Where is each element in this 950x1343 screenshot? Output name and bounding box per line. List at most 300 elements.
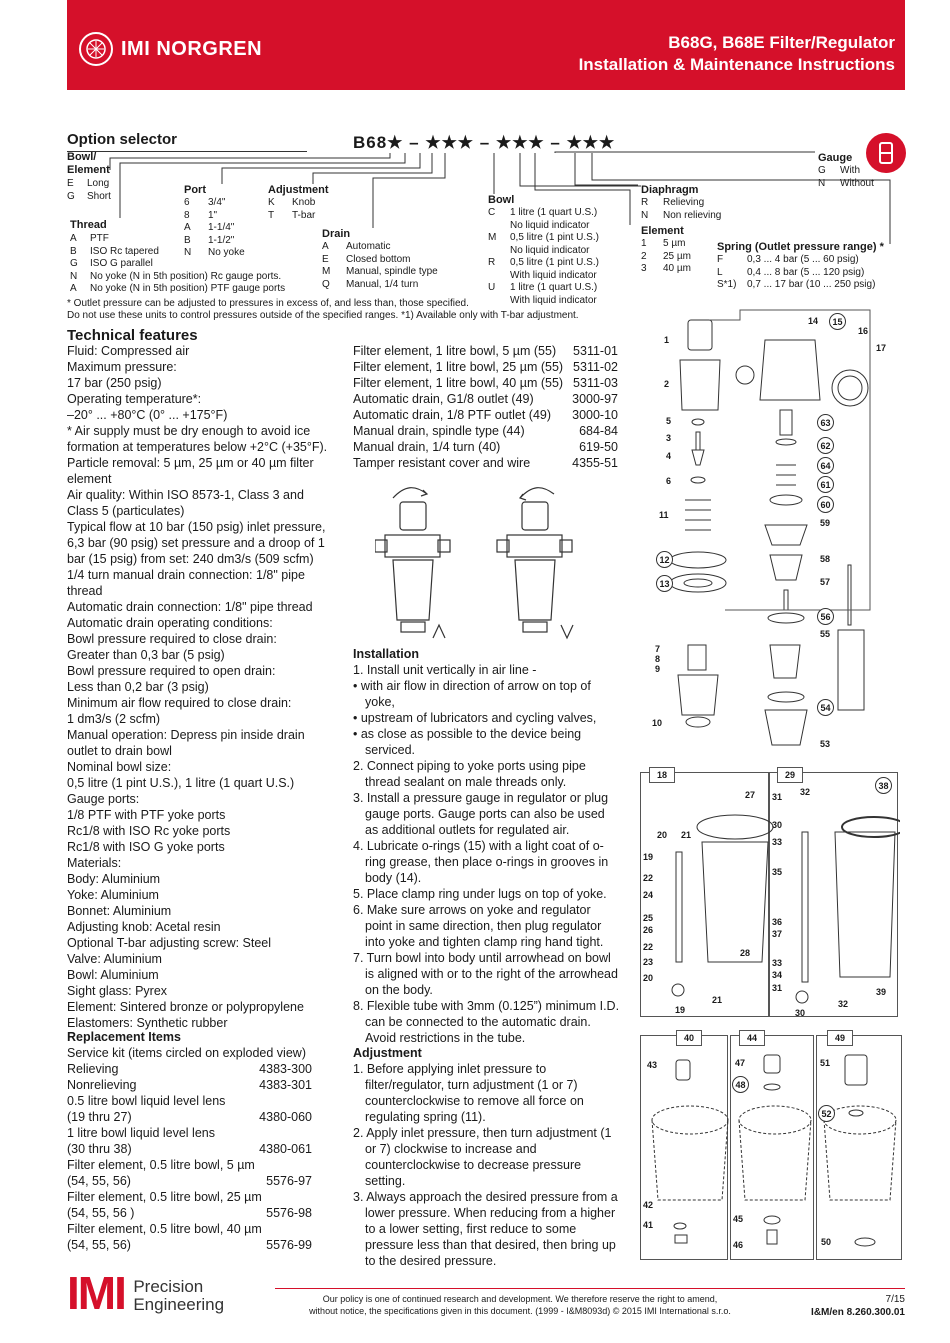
option-code: B <box>70 245 77 257</box>
item-code: 684-84 <box>579 424 618 438</box>
title-line-1: B68G, B68E Filter/Regulator <box>668 33 895 52</box>
option-label: With liquid indicator <box>510 294 597 306</box>
tech-line: Bowl pressure required to open drain: <box>67 664 276 678</box>
label-40: 40 <box>676 1030 702 1046</box>
option-label: With liquid indicator <box>510 269 597 281</box>
thread-heading: Thread <box>70 219 107 231</box>
callout-16: 16 <box>858 326 869 336</box>
filter-regulator-illustration <box>375 480 605 640</box>
tech-line: Valve: Aluminium <box>67 952 162 966</box>
label-19b: 19 <box>675 1005 686 1015</box>
option-code: E <box>67 178 74 189</box>
label-29: 29 <box>777 767 803 783</box>
option-label: No yoke <box>208 247 245 258</box>
option-label: No yoke (N in 5th position) Rc gauge ports. <box>90 270 282 282</box>
callout-3: 3 <box>666 433 672 443</box>
label-32b: 32 <box>838 999 849 1009</box>
selector-connector-lines <box>0 0 950 320</box>
item-name: Tamper resistant cover and wire <box>353 456 531 470</box>
brand-line-1: Precision <box>133 1277 204 1296</box>
policy-line-2: without notice, the specifications given in this document. (1999 - I&M8093d) © 2015 IMI International s.r.o. <box>309 1306 731 1316</box>
item-name: Relieving <box>67 1062 119 1076</box>
replacement-row <box>67 1061 312 1077</box>
element-heading: Element <box>641 225 684 237</box>
item-name: (30 thru 38) <box>67 1142 132 1156</box>
option-code: Q <box>322 278 330 290</box>
replacement-row <box>67 1157 312 1173</box>
tech-line: Air quality: Within ISO 8573-1, Class 3 and <box>67 488 304 502</box>
option-label: With <box>840 165 860 176</box>
label-50: 50 <box>821 1237 832 1247</box>
item-code: 4380-061 <box>259 1142 312 1156</box>
option-code: G <box>67 190 75 202</box>
option-code: N <box>70 270 78 282</box>
part-row <box>353 423 618 439</box>
callout-8: 8 <box>655 654 661 664</box>
replacement-row <box>67 1077 312 1093</box>
callout-54: 54 <box>817 699 834 716</box>
adjustment-heading: Adjustment <box>268 184 329 196</box>
label-22: 22 <box>643 873 654 883</box>
tech-line: Body: Aluminium <box>67 872 161 886</box>
callout-17: 17 <box>876 343 887 353</box>
callout-57: 57 <box>820 577 831 587</box>
label-22b: 22 <box>643 942 654 952</box>
callout-58: 58 <box>820 554 831 564</box>
footer-policy <box>270 1293 770 1317</box>
replacement-row <box>67 1173 312 1189</box>
callout-9: 9 <box>655 664 661 674</box>
tech-line: Bonnet: Aluminium <box>67 904 172 918</box>
callout-4: 4 <box>666 451 672 461</box>
option-label: Short <box>87 190 111 202</box>
tech-line: Maximum pressure: <box>67 360 177 374</box>
tech-line: Element: Sintered bronze or polypropylene <box>67 1000 304 1014</box>
callout-63: 63 <box>817 414 834 431</box>
item-name: Automatic drain, G1/8 outlet (49) <box>353 392 534 406</box>
step-item: 7. Turn bowl into body until arrowhead on bowl is aligned with or to the right of the arrowhead on the body. <box>353 951 618 997</box>
tech-line: element <box>67 472 112 486</box>
label-34: 34 <box>772 970 783 980</box>
bowl-heading: Bowl <box>488 194 515 206</box>
option-label: Knob <box>292 197 316 208</box>
option-code: K <box>268 197 275 208</box>
installation-title: Installation <box>353 647 419 661</box>
tech-line: Optional T-bar adjusting screw: Steel <box>67 936 272 950</box>
option-selector-title: Option selector <box>67 131 178 148</box>
label-41: 41 <box>643 1220 654 1230</box>
item-code: 5576-97 <box>266 1174 312 1188</box>
step-item: 2. Apply inlet pressure, then turn adjustment (1 or 7) clockwise to increase and counterclockwise to decrease pressure setting. <box>353 1126 612 1188</box>
option-code: 1 <box>641 238 647 249</box>
callout-60: 60 <box>817 496 834 513</box>
option-label: 0,7 ... 17 bar (10 ... 250 psig) <box>747 279 876 290</box>
label-42: 42 <box>643 1200 654 1210</box>
option-code: A <box>322 241 329 252</box>
item-name: Manual drain, spindle type (44) <box>353 424 525 438</box>
item-name: 1 litre bowl liquid level lens <box>67 1126 215 1140</box>
precision-engineering <box>133 1278 224 1314</box>
option-code: G <box>818 165 826 176</box>
option-code: R <box>488 257 496 268</box>
option-code: G <box>70 258 78 269</box>
option-label: Non relieving <box>663 209 722 221</box>
tech-line: Materials: <box>67 856 122 870</box>
port-heading: Port <box>184 184 206 196</box>
tech-line: Bowl: Aluminium <box>67 968 159 982</box>
option-label: 1-1/4" <box>208 222 235 233</box>
tech-line: 0,5 litre (1 pint U.S.), 1 litre (1 quart U.S.) <box>67 776 295 790</box>
option-label: PTF <box>90 233 109 244</box>
gauge-heading: Gauge <box>818 152 853 164</box>
technical-features-title: Technical features <box>67 327 198 344</box>
replacement-row <box>67 1189 312 1205</box>
label-49: 49 <box>827 1030 853 1046</box>
label-37: 37 <box>772 929 783 939</box>
option-label: No liquid indicator <box>510 219 590 231</box>
label-30b: 30 <box>795 1008 806 1018</box>
option-label: T-bar <box>292 209 316 221</box>
option-label: Automatic <box>346 241 391 252</box>
label-45: 45 <box>733 1214 744 1224</box>
tech-line: Yoke: Aluminium <box>67 888 159 902</box>
option-label: 1 litre (1 quart U.S.) <box>510 207 598 218</box>
item-code: 4383-300 <box>259 1062 312 1076</box>
item-code: 3000-97 <box>572 392 618 406</box>
step-item: 3. Install a pressure gauge in regulator or plug gauge ports. Gauge ports can also be used as additional outlets for regulated air. <box>353 791 609 837</box>
selector-note-2: Do not use these units to control pressures outside of the specified ranges. *1) Available only with T-bar adjustment. <box>67 310 579 321</box>
part-row <box>353 391 618 407</box>
footer-divider <box>275 1288 905 1289</box>
option-code: A <box>184 222 191 233</box>
footer-docref <box>811 1293 905 1319</box>
label-31: 31 <box>772 792 783 802</box>
callout-59: 59 <box>820 518 831 528</box>
callout-1: 1 <box>664 335 670 345</box>
tech-line: Adjusting knob: Acetal resin <box>67 920 221 934</box>
label-36: 36 <box>772 917 783 927</box>
item-name: Filter element, 0.5 litre bowl, 25 µm <box>67 1190 262 1204</box>
selector-note-1: * Outlet pressure can be adjusted to pressures in excess of, and less than, those specified. <box>67 298 469 309</box>
label-25: 25 <box>643 913 654 923</box>
callout-13: 13 <box>656 575 673 592</box>
tech-line: Manual operation: Depress pin inside drain <box>67 728 305 742</box>
technical-features-list <box>67 343 337 1031</box>
label-48: 48 <box>732 1076 749 1093</box>
step-item: • as close as possible to the device being serviced. <box>353 727 582 757</box>
callout-5: 5 <box>666 416 672 426</box>
step-item: 1. Before applying inlet pressure to filter/regulator, turn adjustment (1 or 7) counterclockwise to remove all force on regulating spring (11). <box>353 1062 584 1124</box>
tech-line: Operating temperature*: <box>67 392 202 406</box>
option-label: 1" <box>208 209 218 221</box>
replacement-items-list <box>67 1045 312 1253</box>
tech-line: Nominal bowl size: <box>67 760 172 774</box>
item-code: 5576-99 <box>266 1238 312 1252</box>
callout-11: 11 <box>659 510 669 520</box>
part-row <box>353 407 618 423</box>
adjustment-title: Adjustment <box>353 1046 422 1060</box>
tech-line: 17 bar (250 psig) <box>67 376 162 390</box>
label-20: 20 <box>657 830 668 840</box>
callout-6: 6 <box>666 476 672 486</box>
imi-footer-logo <box>67 1267 225 1319</box>
step-item: 8. Flexible tube with 3mm (0.125”) minimum I.D. can be connected to the automatic drain. Avoid restrictions in the tube. <box>353 999 620 1045</box>
item-name: Nonrelieving <box>67 1078 137 1092</box>
rotate-arrow-icon-2 <box>520 488 554 498</box>
brand-name: IMI NORGREN <box>121 37 263 60</box>
label-18: 18 <box>649 767 675 783</box>
callout-10: 10 <box>652 718 663 728</box>
spring-heading: Spring (Outlet pressure range) * <box>717 241 884 253</box>
label-21b: 21 <box>712 995 723 1005</box>
callout-61: 61 <box>817 476 834 493</box>
option-code: M <box>488 232 497 243</box>
bowl-element-title-1: Bowl/ <box>67 151 97 163</box>
item-name: Filter element, 1 litre bowl, 25 µm (55) <box>353 360 564 374</box>
item-name: (19 thru 27) <box>67 1110 132 1124</box>
tech-line: Sight glass: Pyrex <box>67 984 168 998</box>
tech-line: –20° ... +80°C (0° ... +175°F) <box>67 408 228 422</box>
option-label: No liquid indicator <box>510 244 590 256</box>
label-38: 38 <box>875 777 892 794</box>
item-code: 5311-02 <box>573 360 618 374</box>
step-item: 5. Place clamp ring under lugs on top of yoke. <box>353 887 607 901</box>
replacement-row <box>67 1045 312 1061</box>
tech-line: 1 dm3/s (2 scfm) <box>67 712 161 726</box>
replacement-row <box>67 1205 312 1221</box>
step-item: 4. Lubricate o-rings (15) with a light coat of o-ring grease, then place o-rings in grooves in body (14). <box>353 839 609 885</box>
option-code: A <box>70 233 77 244</box>
tech-line: bar (15 psig) from set: 240 dm3/s (509 scfm) <box>67 552 314 566</box>
item-code: 4380-060 <box>259 1110 312 1124</box>
label-33: 33 <box>772 837 783 847</box>
label-43: 43 <box>647 1060 658 1070</box>
policy-line-1: Our policy is one of continued research and development. We therefore reserve the right to amend, <box>322 1294 718 1304</box>
down-arrow-icon <box>561 625 573 638</box>
tech-line: Automatic drain operating conditions: <box>67 616 273 630</box>
tech-line: Rc1/8 with ISO Rc yoke ports <box>67 824 231 838</box>
tech-line: * Air supply must be dry enough to avoid ice <box>67 424 311 438</box>
label-33b: 33 <box>772 958 783 968</box>
bowl-assemblies-drawing <box>640 772 900 1017</box>
drain-variants-drawing <box>640 1050 902 1260</box>
tech-line: thread <box>67 584 103 598</box>
option-code: N <box>641 209 649 221</box>
option-label: 25 µm <box>663 250 691 262</box>
label-35: 35 <box>772 867 783 877</box>
tech-line: formation at temperatures below +2°C (+35°F). <box>67 440 328 454</box>
option-label: 5 µm <box>663 238 686 249</box>
option-label: 3/4" <box>208 197 226 208</box>
rotate-arrow-icon <box>393 488 427 498</box>
item-name: 0.5 litre bowl liquid level lens <box>67 1094 226 1108</box>
item-code: 619-50 <box>579 440 618 454</box>
item-name: Service kit (items circled on exploded view) <box>67 1046 306 1060</box>
replacement-row <box>67 1141 312 1157</box>
option-label: ISO Rc tapered <box>90 245 159 257</box>
option-label: 0,3 ... 4 bar (5 ... 60 psig) <box>747 254 859 265</box>
callout-7: 7 <box>655 644 661 654</box>
label-23: 23 <box>643 957 654 967</box>
label-46: 46 <box>733 1240 744 1250</box>
label-51: 51 <box>820 1058 831 1068</box>
item-name: Automatic drain, 1/8 PTF outlet (49) <box>353 408 552 422</box>
footer-doc-number: I&M/en 8.260.300.01 <box>811 1307 905 1318</box>
item-code: 5576-98 <box>266 1206 312 1220</box>
item-name: (54, 55, 56) <box>67 1238 131 1252</box>
brand-line-2: Engineering <box>133 1295 225 1314</box>
label-27: 27 <box>745 790 756 800</box>
callout-64: 64 <box>817 457 834 474</box>
replacement-row <box>67 1109 312 1125</box>
option-label: Manual, spindle type <box>346 266 438 277</box>
option-code: 8 <box>184 209 190 221</box>
item-code: 5311-03 <box>573 376 618 390</box>
step-item: • upstream of lubricators and cycling valves, <box>353 711 597 725</box>
drain-heading: Drain <box>322 228 351 240</box>
option-code: 3 <box>641 263 647 274</box>
option-label: 1 litre (1 quart U.S.) <box>510 282 598 293</box>
option-label: ISO G parallel <box>90 258 153 269</box>
parts-list <box>353 343 618 471</box>
label-30: 30 <box>772 820 783 830</box>
option-code: 2 <box>641 250 647 262</box>
up-arrow-icon <box>433 625 445 638</box>
option-label: Closed bottom <box>346 253 411 265</box>
label-24: 24 <box>643 890 654 900</box>
item-code: 4383-301 <box>259 1078 312 1092</box>
tech-line: Bowl pressure required to close drain: <box>67 632 277 646</box>
item-name: Manual drain, 1/4 turn (40) <box>353 440 501 454</box>
option-code: M <box>322 266 331 277</box>
option-code: B <box>184 234 191 246</box>
tech-line: Less than 0,2 bar (3 psig) <box>67 680 209 694</box>
option-code: L <box>717 266 723 278</box>
part-row <box>353 439 618 455</box>
item-code: 5311-01 <box>573 344 618 358</box>
option-label: Relieving <box>663 197 705 208</box>
item-code: 4355-51 <box>572 456 618 470</box>
footer-date: 7/15 <box>885 1294 905 1305</box>
option-code: S*1) <box>717 279 737 290</box>
tech-line: 6,3 bar (90 psig) set pressure and a droop of 1 <box>67 536 325 550</box>
tech-line: Elastomers: Synthetic rubber <box>67 1016 228 1030</box>
replacement-row <box>67 1093 312 1109</box>
model-code: B68★ – ★★★ – ★★★ – ★★★ <box>353 133 616 152</box>
tech-line: Fluid: Compressed air <box>67 344 190 358</box>
part-row <box>353 375 618 391</box>
label-39: 39 <box>876 987 887 997</box>
option-label: Manual, 1/4 turn <box>346 278 419 290</box>
callout-15: 15 <box>829 313 846 330</box>
tech-line: outlet to drain bowl <box>67 744 172 758</box>
label-26: 26 <box>643 925 654 935</box>
part-row <box>353 343 618 359</box>
option-label: 40 µm <box>663 263 691 274</box>
adjustment-steps <box>353 1061 621 1269</box>
option-code: N <box>184 247 192 258</box>
step-item: 2. Connect piping to yoke ports using pipe thread sealant on male threads only. <box>353 759 586 789</box>
callout-2: 2 <box>664 379 670 389</box>
step-item: 6. Make sure arrows on yoke and regulator point in same direction, then plug regulator into yoke and tighten clamp ring hand tight. <box>353 903 604 949</box>
option-code: E <box>322 253 329 265</box>
step-item: 1. Install unit vertically in air line - <box>353 663 537 677</box>
bowl-element-title-2: Element <box>67 164 110 176</box>
callout-55: 55 <box>820 629 831 639</box>
option-label: Without <box>840 177 874 189</box>
label-52: 52 <box>818 1105 835 1122</box>
label-31b: 31 <box>772 983 783 993</box>
label-32: 32 <box>800 787 811 797</box>
step-item: 3. Always approach the desired pressure from a lower pressure. When reducing from a higher to a lower setting, first reduce to some pressure less than that desired, then bring up to the desired pressure. <box>353 1190 618 1268</box>
tech-line: Gauge ports: <box>67 792 140 806</box>
option-label: 0,4 ... 8 bar (5 ... 120 psig) <box>747 266 865 278</box>
item-name: (54, 55, 56 ) <box>67 1206 135 1220</box>
item-name: (54, 55, 56) <box>67 1174 131 1188</box>
tech-line: Rc1/8 with ISO G yoke ports <box>67 840 225 854</box>
diaphragm-heading: Diaphragm <box>641 184 699 196</box>
part-row <box>353 359 618 375</box>
label-47: 47 <box>735 1058 746 1068</box>
option-label: 0,5 litre (1 pint U.S.) <box>510 232 599 243</box>
tech-line: Particle removal: 5 µm, 25 µm or 40 µm filter <box>67 456 314 470</box>
callout-53: 53 <box>820 739 831 749</box>
option-code: T <box>268 209 275 221</box>
tech-line: Typical flow at 10 bar (150 psig) inlet pressure, <box>67 520 326 534</box>
replacement-row <box>67 1221 312 1237</box>
part-row <box>353 455 618 471</box>
label-19: 19 <box>643 852 654 862</box>
item-name: Filter element, 1 litre bowl, 40 µm (55) <box>353 376 564 390</box>
label-21: 21 <box>681 830 692 840</box>
option-label: 1-1/2" <box>208 234 235 246</box>
callout-14: 14 <box>808 316 819 326</box>
option-label: 0,5 litre (1 pint U.S.) <box>510 257 599 268</box>
option-code: F <box>717 254 724 265</box>
option-label: Long <box>87 178 110 189</box>
tech-line: 1/8 PTF with PTF yoke ports <box>67 808 226 822</box>
title-line-2: Installation & Maintenance Instructions <box>578 55 895 74</box>
option-code: R <box>641 197 649 208</box>
tech-line: Minimum air flow required to close drain: <box>67 696 292 710</box>
item-name: Filter element, 0.5 litre bowl, 40 µm <box>67 1222 262 1236</box>
installation-steps <box>353 662 621 1046</box>
callout-56: 56 <box>817 608 834 625</box>
item-name: Filter element, 0.5 litre bowl, 5 µm <box>67 1158 255 1172</box>
option-code: 6 <box>184 197 190 208</box>
replacement-row <box>67 1125 312 1141</box>
exploded-view-diagram <box>640 300 900 760</box>
replacement-row <box>67 1237 312 1253</box>
step-item: • with air flow in direction of arrow on top of yoke, <box>353 679 591 709</box>
option-code: U <box>488 282 496 293</box>
label-28: 28 <box>740 948 751 958</box>
replacement-items-title: Replacement Items <box>67 1030 181 1044</box>
label-20b: 20 <box>643 973 654 983</box>
item-name: Filter element, 1 litre bowl, 5 µm (55) <box>353 344 557 358</box>
option-code: C <box>488 207 496 218</box>
label-44: 44 <box>739 1030 765 1046</box>
option-label: No yoke (N in 5th position) PTF gauge ports <box>90 283 286 294</box>
option-code: A <box>70 283 77 294</box>
item-code: 3000-10 <box>572 408 618 422</box>
tech-line: Class 5 (particulates) <box>67 504 185 518</box>
tech-line: Automatic drain connection: 1/8" pipe thread <box>67 600 313 614</box>
tech-line: Greater than 0,3 bar (5 psig) <box>67 648 225 662</box>
imi-wordmark: IMI <box>67 1267 125 1319</box>
callout-12: 12 <box>656 551 673 568</box>
tech-line: 1/4 turn manual drain connection: 1/8" pipe <box>67 568 305 582</box>
